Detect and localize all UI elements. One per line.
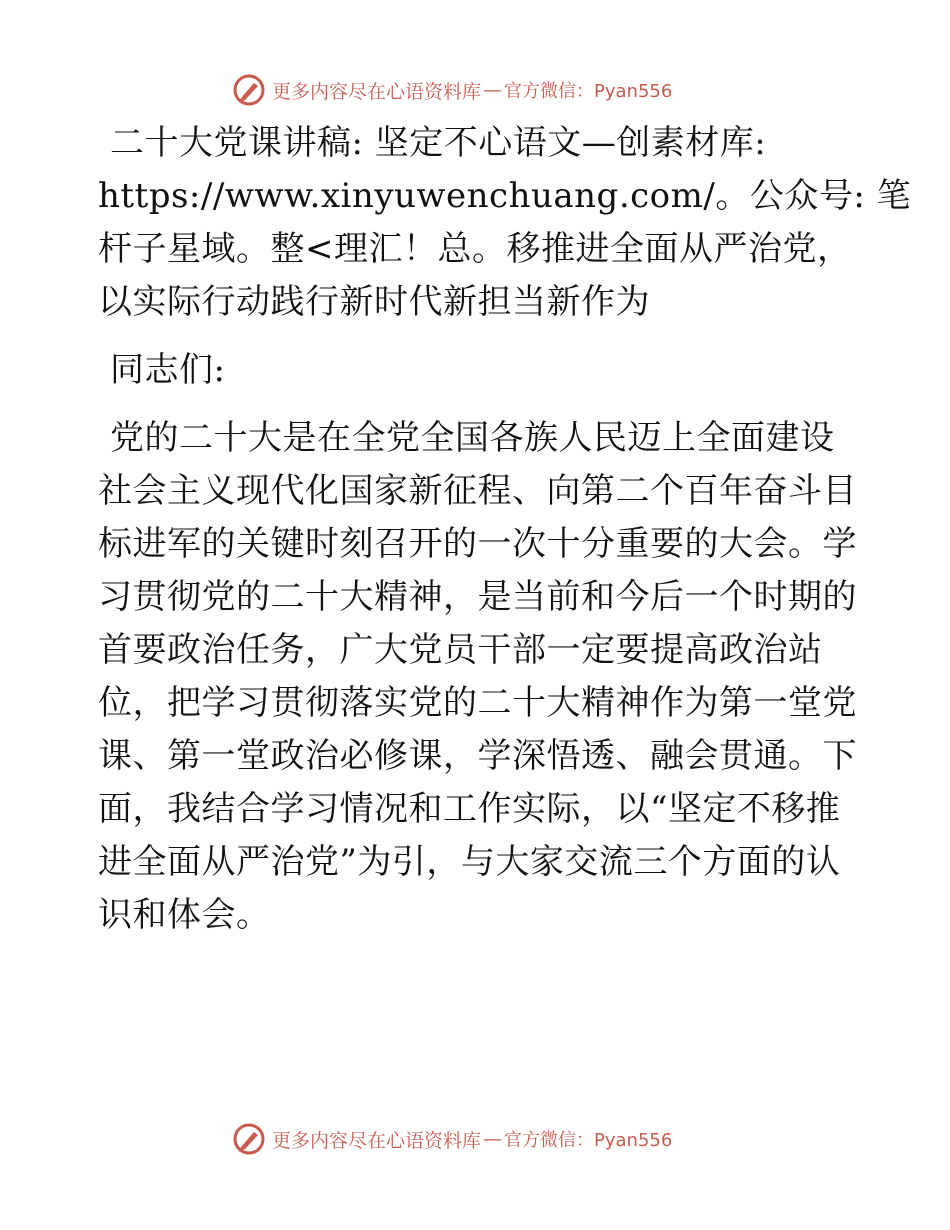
body-line-7: 课、第一堂政治必修课，学深悟透、融会贯通。下 [98,736,857,776]
body-line-5: 首要政治任务，广大党员干部一定要提高政治站 [98,630,823,670]
banner-text: 更多内容尽在心语资料库 [272,80,482,103]
body-line-8: 面，我结合学习情况和工作实际，以“坚定不移推 [98,789,841,829]
body-line-3: 标进军的关键时刻召开的一次十分重要的大会。学 [98,524,857,564]
document-body [98,117,912,942]
footer-banner [232,1119,752,1159]
banner-dash: — [483,79,503,101]
title-line-1: 二十大党课讲稿: 坚定不心语文—创素材库: [110,123,767,163]
salutation: 同志们: [110,350,226,390]
pen-circle-logo-icon [232,73,266,107]
pen-circle-logo-icon [232,1122,266,1156]
body-line-2: 社会主义现代化国家新征程、向第二个百年奋斗目 [98,471,857,511]
body-line-10: 识和体会。 [98,895,271,935]
title-line-2: https://www.xinyuwenchuang.com/。公众号: 笔 [98,176,912,216]
header-banner [232,70,752,110]
body-line-9: 进全面从严治党”为引，与大家交流三个方面的认 [98,842,841,882]
banner-text: 更多内容尽在心语资料库 [272,1129,482,1152]
banner-wechat: 官方微信：Pyan556 [504,81,673,102]
banner-dash: — [483,1128,503,1150]
body-line-6: 位，把学习贯彻落实党的二十大精神作为第一堂党 [98,683,857,723]
title-line-3: 杆子星域。整<理汇！总。移推进全面从严治党， [98,229,852,269]
banner-wechat: 官方微信：Pyan556 [504,1130,673,1151]
title-line-4: 以实际行动践行新时代新担当新作为 [98,282,650,322]
body-line-1: 党的二十大是在全党全国各族人民迈上全面建设 [110,418,835,458]
body-line-4: 习贯彻党的二十大精神，是当前和今后一个时期的 [98,577,857,617]
